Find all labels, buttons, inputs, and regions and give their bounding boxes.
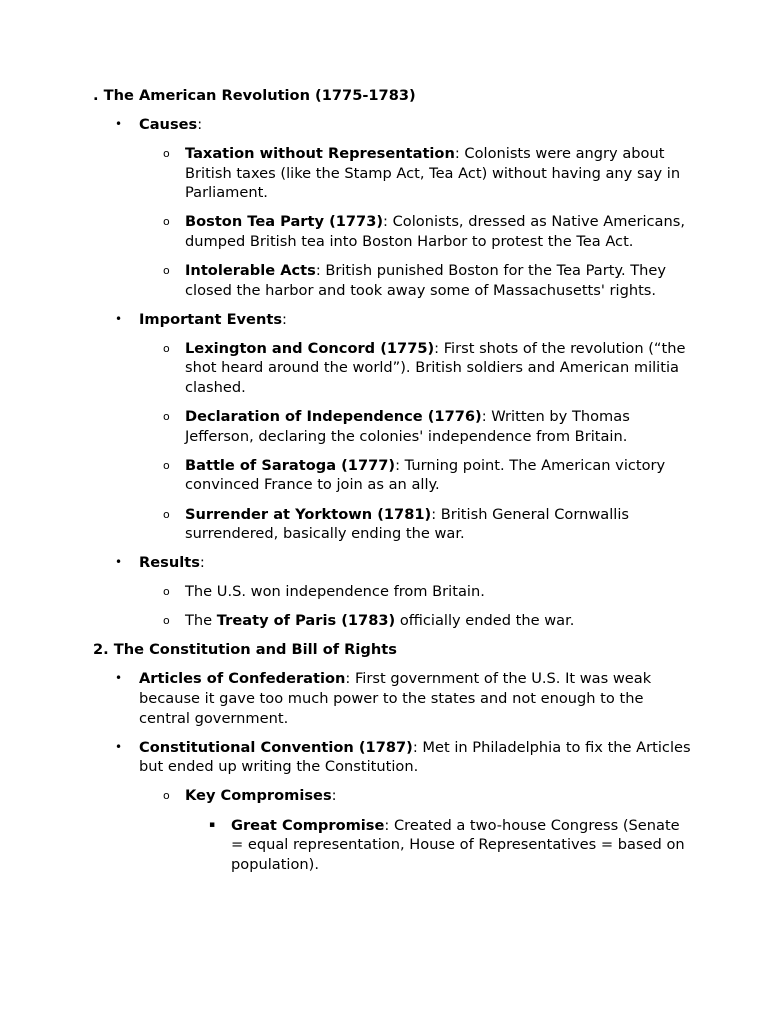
square-bullet-icon: ▪: [209, 819, 216, 830]
bullet-icon: •: [115, 311, 123, 326]
list-item-results: • Results: o The U.S. won independence from Britain. o The Treaty of Paris (1783) officially ended the war.: [93, 553, 693, 631]
list-item: o The U.S. won independence from Britain.: [163, 583, 485, 601]
bullet-icon: •: [115, 117, 123, 131]
list-item: o Lexington and Concord (1775): First shots of the revolution (“the shot heard around the world”). British soldiers and American militia clashed.: [163, 339, 686, 397]
circle-bullet-icon: o: [163, 215, 170, 229]
circle-bullet-icon: o: [163, 789, 170, 803]
list-item-compromises: o Key Compromises: ▪ Great Compromise: Created a two-house Congress (Senate = equal representation, House of Representatives = based on population).: [139, 786, 693, 874]
circle-bullet-icon: o: [163, 147, 170, 161]
list-item: o Intolerable Acts: British punished Boston for the Tea Party. They closed the harbor and took away some of Massachusetts' rights.: [163, 262, 667, 299]
circle-bullet-icon: o: [163, 507, 170, 521]
circle-bullet-icon: o: [163, 458, 170, 472]
constitution-list: [93, 669, 693, 874]
section-heading-constitution: 2. The Constitution and Bill of Rights: [93, 641, 397, 659]
circle-bullet-icon: o: [163, 614, 170, 628]
circle-bullet-icon: o: [163, 341, 170, 355]
list-item: o Battle of Saratoga (1777): Turning point. The American victory convinced France to join as an ally.: [163, 456, 666, 494]
list-item: o Surrender at Yorktown (1781): British General Cornwallis surrendered, basically ending the war.: [163, 505, 629, 543]
list-item-convention: • Constitutional Convention (1787): Met in Philadelphia to fix the Articles but ended up writing the Constitution. o Key Compromises: ▪ Great Compromise: Created a two-house Congress (Senate = equal representation, House of Representatives = based on population).: [93, 738, 693, 875]
circle-bullet-icon: o: [163, 264, 170, 278]
circle-bullet-icon: o: [163, 585, 170, 599]
events-sublist: [139, 339, 693, 544]
list-item-important-events: • Important Events: o Lexington and Concord (1775): First shots of the revolution (“the shot heard around the world”). British soldiers and American militia clashed. o Declaration of Independence (1776): Written by Thomas Jefferson, declaring the colonies' independence from Britain. o Battle of Saratoga (1777): Turning point. The American victory convinced France to join as an ally. o Surrender at Yorktown (1781): British General Cornwallis surrendered, basically ending the war.: [93, 310, 693, 544]
compromises-sublist: [185, 816, 693, 875]
convention-sublist: [139, 786, 693, 874]
bullet-icon: •: [115, 555, 123, 570]
revolution-list: [93, 115, 693, 631]
document-body: [93, 86, 693, 884]
list-item: o Declaration of Independence (1776): Written by Thomas Jefferson, declaring the colonies' independence from Britain.: [163, 408, 630, 445]
section-heading-american-revolution: . The American Revolution (1775-1783): [93, 87, 416, 104]
list-item-articles: • Articles of Confederation: First government of the U.S. It was weak because it gave too much power to the states and not enough to the central government.: [115, 670, 652, 727]
causes-sublist: [139, 144, 693, 300]
bullet-icon: •: [115, 671, 123, 686]
events-label: Important Events: [139, 310, 283, 328]
results-sublist: [139, 582, 693, 631]
results-label: Results: [139, 554, 200, 572]
list-item-causes: • Causes: o Taxation without Representation: Colonists were angry about British taxes (like the Stamp Act, Tea Act) without having any say in Parliament. o Boston Tea Party (1773): Colonists, dressed as Native Americans, dumped British tea into Boston Harbor to protest the Tea Act. o Intolerable Acts: British punished Boston for the Tea Party. They closed the harbor and took away some of Massachusetts' rights.: [93, 115, 693, 300]
circle-bullet-icon: o: [163, 410, 170, 424]
list-item: o Boston Tea Party (1773): Colonists, dressed as Native Americans, dumped British tea into Boston Harbor to protest the Tea Act.: [163, 213, 685, 250]
causes-label: Causes: [139, 116, 198, 133]
bullet-icon: •: [115, 739, 123, 754]
list-item: o Taxation without Representation: Colonists were angry about British taxes (like the Stamp Act, Tea Act) without having any say in Parliament.: [163, 145, 681, 202]
list-item: ▪ Great Compromise: Created a two-house Congress (Senate = equal representation, House of Representatives = based on population).: [209, 816, 685, 873]
list-item: o The Treaty of Paris (1783) officially ended the war.: [163, 612, 575, 630]
